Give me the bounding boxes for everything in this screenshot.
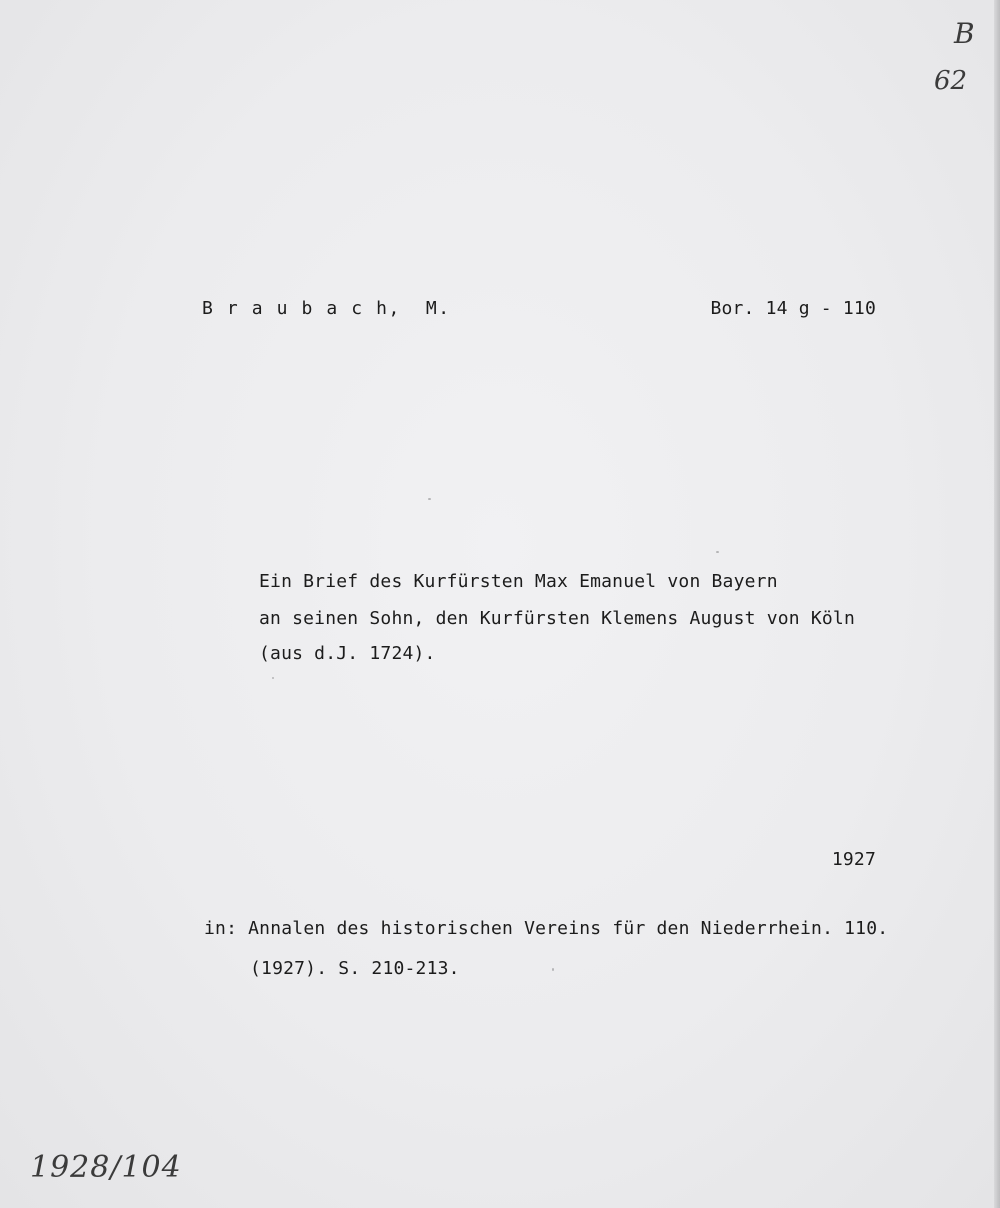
shelf-mark: Bor. 14 g - 110: [710, 298, 876, 319]
title-line: an seinen Sohn, den Kurfürsten Klemens August von Köln: [259, 608, 855, 629]
title-line: (aus d.J. 1724).: [259, 643, 436, 664]
publication-year: 1927: [831, 849, 876, 870]
handwritten-corner-number: 62: [934, 66, 968, 96]
author-name: B r a u b a c h, M.: [202, 298, 451, 319]
paper-speck: [272, 677, 274, 679]
paper-speck: [428, 498, 431, 500]
title-line: Ein Brief des Kurfürsten Max Emanuel von Bayern: [259, 571, 778, 592]
source-line: in: Annalen des historischen Vereins für den Niederrhein. 110.: [204, 918, 889, 939]
paper-speck: [716, 551, 719, 553]
paper-speck: [552, 968, 554, 971]
source-line: (1927). S. 210-213.: [250, 958, 460, 979]
handwritten-corner-letter: B: [954, 17, 975, 50]
handwritten-inventory-number: 1928/104: [30, 1150, 182, 1185]
card-edge: [994, 0, 1000, 1208]
